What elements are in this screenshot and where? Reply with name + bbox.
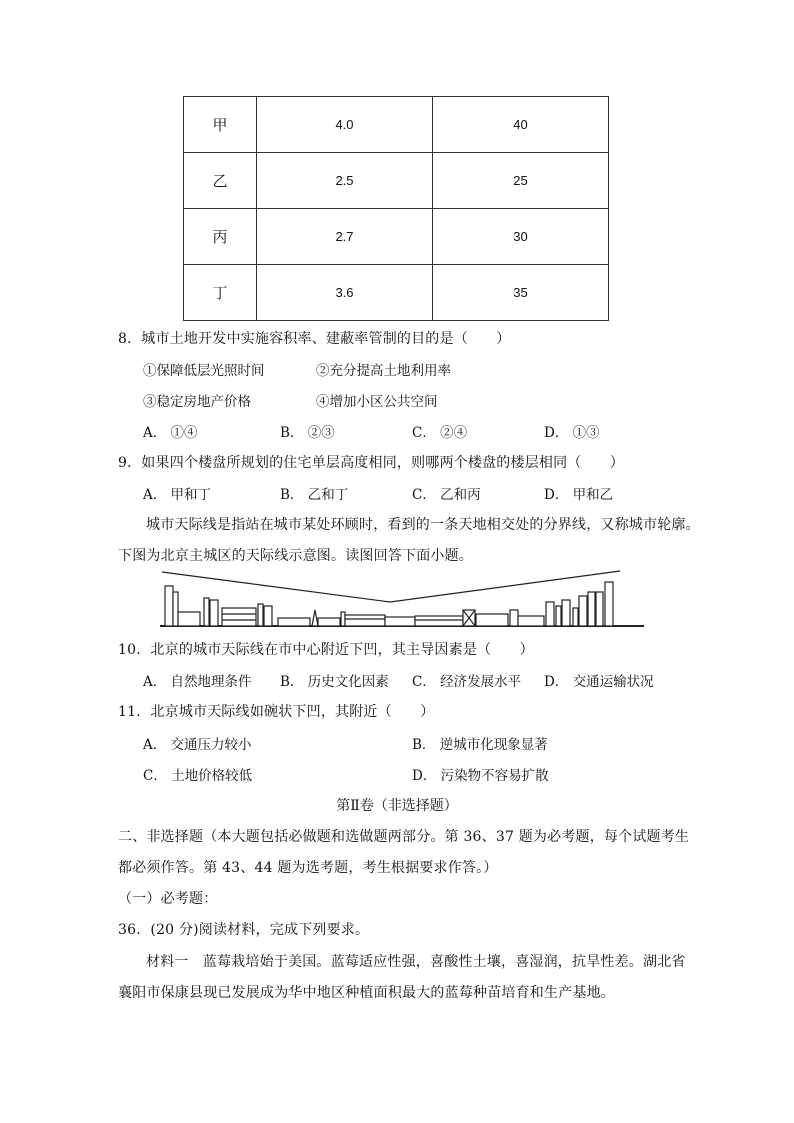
table-cell: 4.0 bbox=[257, 97, 433, 153]
q11-stem: 11．北京城市天际线如碗状下凹，其附近（ ） bbox=[118, 704, 435, 720]
table-row bbox=[184, 153, 609, 209]
central-block bbox=[345, 615, 385, 626]
table-cell: 甲 bbox=[184, 97, 257, 153]
table-row bbox=[184, 209, 609, 265]
table-cell: 2.5 bbox=[257, 153, 433, 209]
q11-option-d[interactable]: D． 污染物不容易扩散 bbox=[412, 768, 549, 784]
intro-line-1: 城市天际线是指站在城市某处环顾时，看到的一条天地相交处的分界线，又称城市轮廓。 bbox=[146, 517, 700, 533]
q11-option-a[interactable]: A． 交通压力较小 bbox=[143, 737, 252, 753]
q10-stem: 10．北京的城市天际线在市中心附近下凹，其主导因素是（ ） bbox=[118, 642, 534, 658]
data-table bbox=[183, 96, 609, 321]
q10-option-d[interactable]: D． 交通运输状况 bbox=[544, 674, 654, 690]
q10-option-c[interactable]: C． 经济发展水平 bbox=[412, 674, 522, 690]
skyline-envelope-left bbox=[162, 572, 390, 602]
q8-statement-3: ③稳定房地产价格 bbox=[143, 394, 251, 410]
building bbox=[264, 606, 272, 626]
building bbox=[510, 610, 518, 626]
building bbox=[165, 586, 173, 626]
building bbox=[596, 592, 603, 626]
building bbox=[518, 616, 544, 626]
table-cell: 3.6 bbox=[257, 265, 433, 321]
section-title: 第Ⅱ卷（非选择题） bbox=[336, 798, 458, 814]
q9-option-a[interactable]: A． 甲和丁 bbox=[143, 487, 212, 503]
table-cell: 乙 bbox=[184, 153, 257, 209]
q10-option-a[interactable]: A． 自然地理条件 bbox=[143, 674, 252, 690]
q8-stem: 8．城市土地开发中实施容积率、建蔽率管制的目的是（ ） bbox=[118, 331, 511, 347]
q10-option-b[interactable]: B． 历史文化因素 bbox=[280, 674, 389, 690]
building bbox=[562, 600, 570, 626]
building bbox=[588, 592, 595, 626]
building bbox=[579, 596, 587, 626]
table-row bbox=[184, 97, 609, 153]
q11-option-b[interactable]: B． 逆城市化现象显著 bbox=[412, 737, 548, 753]
building bbox=[258, 604, 263, 626]
q8-option-c[interactable]: C． ②④ bbox=[412, 425, 468, 441]
table-cell: 40 bbox=[433, 97, 609, 153]
q8-option-d[interactable]: D． ①③ bbox=[544, 425, 600, 441]
building bbox=[210, 600, 218, 626]
building bbox=[173, 592, 178, 626]
building bbox=[573, 608, 578, 626]
central-block bbox=[415, 616, 463, 626]
section-instruction-line-1: 二、非选择题（本大题包括必做题和选做题两部分。第 36、37 题为必考题，每个试题考生 bbox=[118, 829, 690, 845]
table-cell: 丁 bbox=[184, 265, 257, 321]
q8-option-a[interactable]: A． ①④ bbox=[143, 425, 198, 441]
q8-statement-2: ②充分提高土地利用率 bbox=[316, 363, 451, 379]
building bbox=[556, 606, 561, 626]
building bbox=[204, 598, 209, 626]
table-cell: 35 bbox=[433, 265, 609, 321]
table-cell: 丙 bbox=[184, 209, 257, 265]
section-instruction-line-2: 都必须作答。第 43、44 题为选考题，考生根据要求作答。） bbox=[118, 860, 498, 876]
table-cell: 30 bbox=[433, 209, 609, 265]
q9-option-c[interactable]: C． 乙和丙 bbox=[412, 487, 481, 503]
q36-stem: 36．(20 分)阅读材料，完成下列要求。 bbox=[118, 922, 370, 938]
building bbox=[318, 618, 340, 626]
material-1-line-1: 材料一 蓝莓栽培始于美国。蓝莓适应性强，喜酸性土壤，喜湿润，抗旱性差。湖北省 bbox=[146, 954, 686, 970]
building bbox=[278, 618, 310, 626]
q9-option-d[interactable]: D． 甲和乙 bbox=[544, 487, 614, 503]
beijing-skyline-figure bbox=[158, 568, 648, 632]
q9-option-b[interactable]: B． 乙和丁 bbox=[280, 487, 349, 503]
q11-option-c[interactable]: C． 土地价格较低 bbox=[143, 768, 253, 784]
tower bbox=[312, 610, 318, 626]
building bbox=[178, 612, 200, 626]
building bbox=[222, 608, 256, 626]
intro-line-2: 下图为北京主城区的天际线示意图。读图回答下面小题。 bbox=[118, 548, 473, 564]
central-block bbox=[385, 617, 415, 626]
q8-option-b[interactable]: B． ②③ bbox=[280, 425, 335, 441]
table-cell: 25 bbox=[433, 153, 609, 209]
building bbox=[605, 582, 613, 626]
q8-statement-4: ④增加小区公共空间 bbox=[316, 394, 438, 410]
table-cell: 2.7 bbox=[257, 209, 433, 265]
building bbox=[546, 602, 554, 626]
subsection-title: （一）必考题： bbox=[118, 891, 218, 907]
building bbox=[476, 614, 508, 626]
building bbox=[341, 612, 345, 626]
q9-stem: 9．如果四个楼盘所规划的住宅单层高度相同，则哪两个楼盘的楼层相同（ ） bbox=[118, 455, 625, 471]
table-row bbox=[184, 265, 609, 321]
material-1-line-2: 襄阳市保康县现已发展成为华中地区种植面积最大的蓝莓种苗培育和生产基地。 bbox=[118, 985, 615, 1001]
q8-statement-1: ①保障低层光照时间 bbox=[143, 363, 265, 379]
